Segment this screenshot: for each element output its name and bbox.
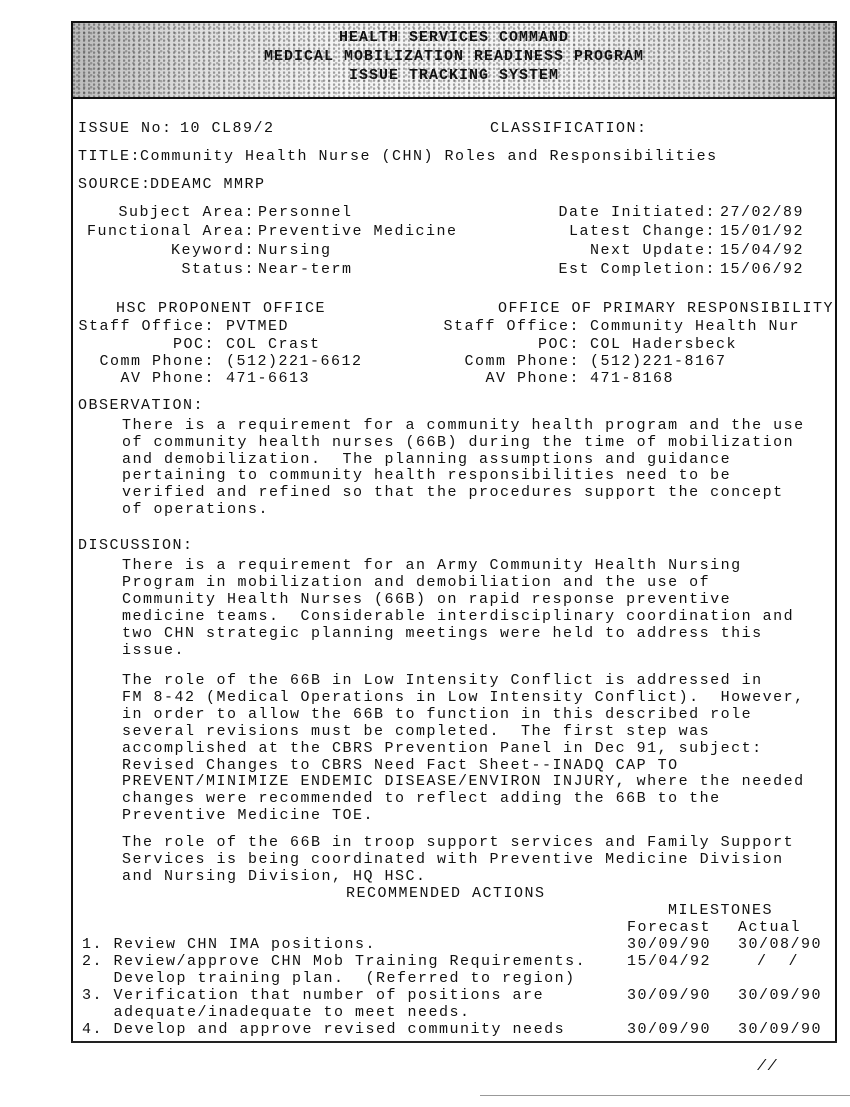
- actual-date: 30/08/90: [738, 936, 823, 953]
- office-value: 471-6613: [226, 370, 311, 387]
- field-value: 15/06/92: [720, 261, 805, 278]
- field-label: Latest Change:: [568, 223, 716, 240]
- discussion-line: and Nursing Division, HQ HSC.: [122, 867, 427, 885]
- forecast-column-header: Forecast: [627, 919, 712, 936]
- issue-number: 10 CL89/2: [180, 120, 275, 137]
- page-mark: //: [757, 1058, 779, 1075]
- field-value: Near-term: [258, 261, 353, 278]
- discussion-line: Program in mobilization and demobiliation and the use of: [122, 573, 711, 591]
- primary-office-heading: OFFICE OF PRIMARY RESPONSIBILITY: [498, 300, 835, 317]
- action-item-line: Develop training plan. (Referred to region): [82, 969, 576, 987]
- action-item-line: adequate/inadequate to meet needs.: [82, 1003, 471, 1021]
- forecast-date: 30/09/90: [627, 1020, 712, 1038]
- office-value: COL Hadersbeck: [590, 336, 738, 353]
- action-item-line: 4. Develop and approve revised community needs: [82, 1020, 566, 1038]
- action-item-line: 1. Review CHN IMA positions.: [82, 936, 377, 953]
- office-label: POC:: [172, 336, 215, 353]
- office-label: Staff Office:: [78, 318, 215, 335]
- discussion-line: changes were recommended to reflect adding the 66B to the: [122, 790, 721, 808]
- office-label: AV Phone:: [120, 370, 215, 387]
- field-value: 15/01/92: [720, 223, 805, 240]
- office-label: AV Phone:: [485, 370, 580, 387]
- issue-label: ISSUE No:: [78, 120, 173, 137]
- field-label: Date Initiated:: [558, 204, 716, 221]
- observation-line: pertaining to community health responsibilities need to be: [122, 467, 732, 485]
- action-item-line: 3. Verification that number of positions are: [82, 986, 545, 1004]
- discussion-line: Revised Changes to CBRS Need Fact Sheet--INADQ CAP TO: [122, 756, 679, 774]
- field-value: 27/02/89: [720, 204, 805, 221]
- field-label: Functional Area:: [86, 223, 255, 240]
- discussion-line: medicine teams. Considerable interdisciplinary coordination and: [122, 607, 795, 625]
- title-label: TITLE:: [78, 148, 142, 165]
- forecast-date: 30/09/90: [627, 936, 712, 953]
- discussion-line: in order to allow the 66B to function in this described role: [122, 705, 753, 723]
- observation-line: There is a requirement for a community health program and the use: [122, 417, 805, 434]
- office-value: (512)221-6612: [226, 353, 363, 370]
- title-value: Community Health Nurse (CHN) Roles and Responsibilities: [140, 148, 718, 165]
- header-line-2: MEDICAL MOBILIZATION READINESS PROGRAM: [263, 48, 645, 65]
- observation-line: of community health nurses (66B) during the time of mobilization: [122, 433, 795, 451]
- discussion-line: The role of the 66B in Low Intensity Conflict is addressed in: [122, 672, 763, 689]
- classification-label: CLASSIFICATION:: [490, 120, 648, 137]
- observation-line: and demobilization. The planning assumptions and guidance: [122, 450, 732, 468]
- discussion-line: several revisions must be completed. The first step was: [122, 722, 711, 740]
- office-label: Comm Phone:: [464, 353, 580, 370]
- source-label: SOURCE:: [78, 176, 152, 193]
- header-line-3: ISSUE TRACKING SYSTEM: [348, 67, 560, 84]
- source-value: DDEAMC MMRP: [150, 176, 266, 193]
- recommended-actions-heading: RECOMMENDED ACTIONS: [346, 885, 546, 902]
- discussion-line: Services is being coordinated with Preventive Medicine Division: [122, 850, 784, 868]
- forecast-date: 30/09/90: [627, 986, 712, 1004]
- discussion-line: Preventive Medicine TOE.: [122, 807, 375, 825]
- actual-column-header: Actual: [738, 919, 802, 936]
- field-label: Next Update:: [589, 242, 716, 259]
- office-label: POC:: [537, 336, 580, 353]
- forecast-date: 15/04/92: [627, 952, 712, 970]
- field-label: Est Completion:: [558, 261, 716, 278]
- office-value: 471-8168: [590, 370, 675, 387]
- office-value: PVTMED: [226, 318, 290, 335]
- observation-heading: OBSERVATION:: [78, 397, 205, 414]
- actual-date: / /: [757, 952, 800, 970]
- discussion-line: accomplished at the CBRS Prevention Panel in Dec 91, subject:: [122, 739, 763, 757]
- discussion-line: FM 8-42 (Medical Operations in Low Intensity Conflict). However,: [122, 688, 805, 706]
- field-label: Subject Area:: [118, 204, 255, 221]
- office-value: COL Crast: [226, 336, 321, 353]
- footer-rule: [480, 1095, 850, 1096]
- discussion-line: PREVENT/MINIMIZE ENDEMIC DISEASE/ENVIRON INJURY, where the needed: [122, 773, 805, 791]
- observation-line: of operations.: [122, 501, 270, 518]
- office-label: Comm Phone:: [99, 353, 215, 370]
- discussion-line: two CHN strategic planning meetings were held to address this: [122, 624, 763, 642]
- field-value: Personnel: [258, 204, 353, 221]
- form-bottom-rule: [71, 1041, 837, 1043]
- actual-date: 30/09/90: [738, 1020, 823, 1038]
- milestones-heading: MILESTONES: [668, 902, 774, 919]
- proponent-office-heading: HSC PROPONENT OFFICE: [116, 300, 327, 317]
- action-item-line: 2. Review/approve CHN Mob Training Requirements.: [82, 952, 587, 970]
- field-value: Nursing: [258, 242, 332, 259]
- office-value: Community Health Nur: [590, 318, 801, 335]
- discussion-line: The role of the 66B in troop support services and Family Support: [122, 834, 795, 851]
- discussion-heading: DISCUSSION:: [78, 537, 194, 554]
- header-line-1: HEALTH SERVICES COMMAND: [338, 29, 570, 46]
- discussion-line: issue.: [122, 641, 186, 659]
- field-value: 15/04/92: [720, 242, 805, 259]
- field-label: Keyword:: [170, 242, 255, 259]
- office-label: Staff Office:: [443, 318, 580, 335]
- discussion-line: There is a requirement for an Army Community Health Nursing: [122, 557, 742, 574]
- field-label: Status:: [181, 261, 255, 278]
- office-value: (512)221-8167: [590, 353, 727, 370]
- observation-line: verified and refined so that the procedures support the concept: [122, 484, 784, 502]
- actual-date: 30/09/90: [738, 986, 823, 1004]
- discussion-line: Community Health Nurses (66B) on rapid response preventive: [122, 590, 732, 608]
- header-band: [73, 23, 835, 99]
- field-value: Preventive Medicine: [258, 223, 458, 240]
